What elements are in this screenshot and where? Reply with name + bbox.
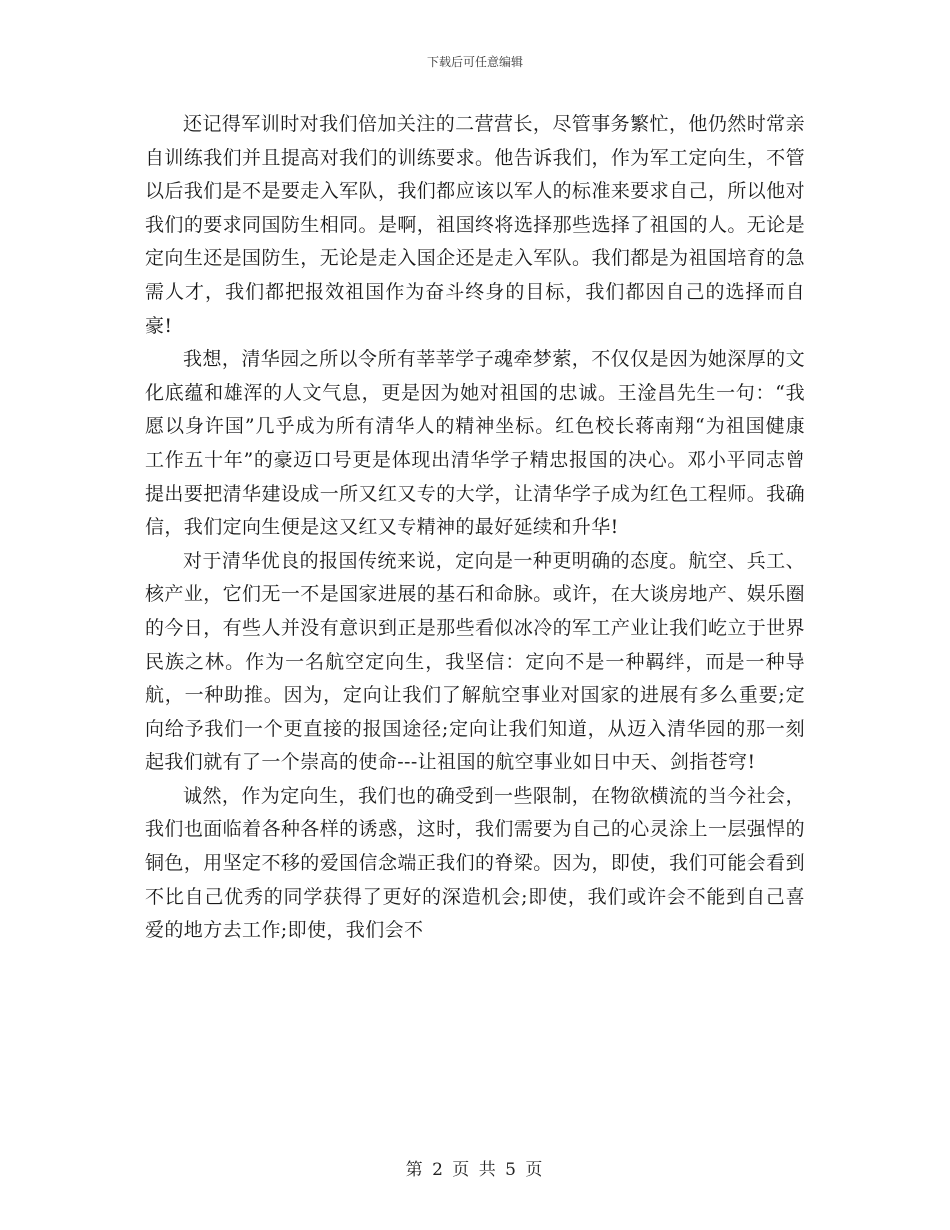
page-header-note: 下载后可任意编辑 xyxy=(426,55,523,69)
paragraph-4: 诚然，作为定向生，我们也的确受到一些限制，在物欲横流的当今社会，我们也面临着各种各样的诱惑，这时，我们需要为自己的心灵涂上一层强悍的铜色，用坚定不移的爱国信念端正我们的脊梁。因为，即使，我们可能会看到不比自己优秀的同学获得了更好的深造机会;即使，我们或许会不能到自己喜爱的地方去工作;即使，我们会不 xyxy=(145,784,805,942)
page-number: 第 2 页 共 5 页 xyxy=(405,1160,545,1180)
paragraph-3: 对于清华优良的报国传统来说，定向是一种更明确的态度。航空、兵工、核产业，它们无一不是国家进展的基石和命脉。或许，在大谈房地产、娱乐圈的今日，有些人并没有意识到正是那些看似冰冷的军工产业让我们屹立于世界民族之林。作为一名航空定向生，我坚信：定向不是一种羁绊，而是一种导航，一种助推。因为，定向让我们了解航空事业对国家的进展有多么重要;定向给予我们一个更直接的报国途径;定向让我们知道，从迈入清华园的那一刻起我们就有了一个崇高的使命---让祖国的航空事业如日中天、剑指苍穹! xyxy=(145,549,805,774)
paragraph-1: 还记得军训时对我们倍加关注的二营营长，尽管事务繁忙，他仍然时常亲自训练我们并且提高对我们的训练要求。他告诉我们，作为军工定向生，不管以后我们是不是要走入军队，我们都应该以军人的标准来要求自己，所以他对我们的要求同国防生相同。是啊，祖国终将选择那些选择了祖国的人。无论是定向生还是国防生，无论是走入国企还是走入军队。我们都是为祖国培育的急需人才，我们都把报效祖国作为奋斗终身的目标，我们都因自己的选择而自豪! xyxy=(145,113,805,337)
document-body xyxy=(145,108,805,948)
paragraph-2: 我想，清华园之所以令所有莘莘学子魂牵梦萦，不仅仅是因为她深厚的文化底蕴和雄浑的人文气息，更是因为她对祖国的忠诚。王淦昌先生一句：“我愿以身许国”几乎成为所有清华人的精神坐标。红色校长蒋南翔“为祖国健康工作五十年”的豪迈口号更是体现出清华学子精忠报国的决心。邓小平同志曾提出要把清华建设成一所又红又专的大学，让清华学子成为红色工程师。我确信，我们定向生便是这又红又专精神的最好延续和升华! xyxy=(145,348,805,539)
